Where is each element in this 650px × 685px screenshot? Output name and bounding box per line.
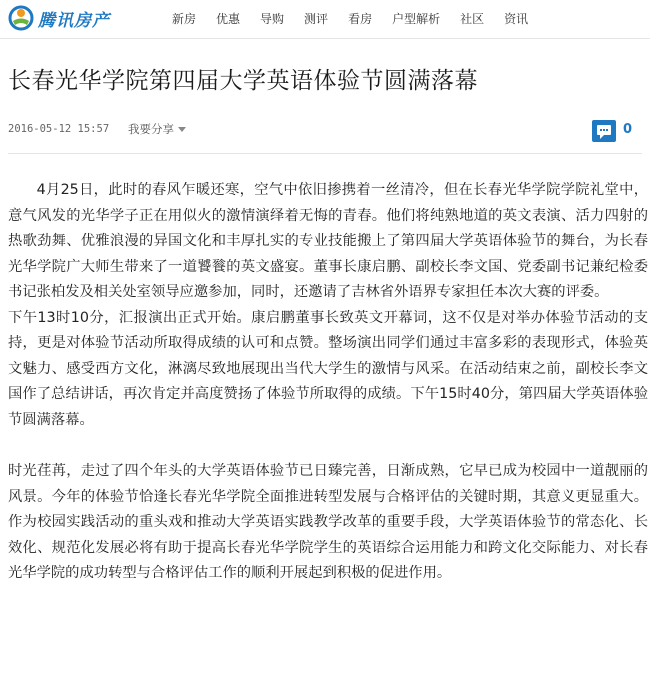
article-title: 长春光华学院第四届大学英语体验节圆满落幕 — [8, 68, 478, 94]
article-paragraph: 时光荏苒，走过了四个年头的大学英语体验节已日臻完善，日渐成熟，它早已成为校园中一道靓丽的风景。今年的体验节恰逢长春光华学院全面推进转型发展与合格评估的关键时期，其意义更显重大。作为校园实践活动的重头戏和推动大学英语实践教学改革的重要手段，大学英语体验节的常态化、长效化、规范化发展必将有助于提高长春光华学院学生的英语综合运用能力和跨文化交际能力、对长春光华学院的成功转型与合格评估工作的顺利开展起到积极的促进作用。 — [8, 463, 648, 581]
share-button[interactable] — [128, 121, 186, 137]
publish-date: 2016-05-12 15:57 — [8, 123, 110, 135]
nav-item-viewing[interactable]: 看房 — [348, 12, 373, 26]
article-meta — [8, 118, 642, 144]
tencent-house-logo-icon — [8, 5, 34, 31]
main-nav — [172, 10, 548, 28]
nav-item-new-homes[interactable]: 新房 — [172, 12, 197, 26]
nav-item-news[interactable]: 资讯 — [504, 12, 529, 26]
site-logo[interactable] — [8, 5, 110, 31]
comment-icon — [592, 120, 616, 142]
nav-item-community[interactable]: 社区 — [460, 12, 485, 26]
share-label: 我要分享 — [128, 122, 174, 136]
top-navigation-bar — [0, 0, 650, 39]
nav-item-deals[interactable]: 优惠 — [216, 12, 241, 26]
comment-count[interactable]: 0 — [623, 122, 633, 137]
logo-text: 腾讯房产 — [38, 10, 110, 31]
meta-divider — [8, 153, 642, 154]
nav-item-floorplans[interactable]: 户型解析 — [392, 12, 441, 26]
article-paragraph: 下午13时10分，汇报演出正式开始。康启鹏董事长致英文开幕词，这不仅是对举办体验节活动的支持，更是对体验节活动所取得成绩的认可和点赞。整场演出同学们通过丰富多彩的表现形式，体验英文魅力、感受西方文化，淋漓尽致地展现出当代大学生的激情与风采。在活动结束之前，副校长李文国作了总结讲话，再次肯定并高度赞扬了体验节所取得的成绩。下午15时40分，第四届大学英语体验节圆满落幕。 — [8, 309, 648, 428]
article-body — [8, 178, 648, 587]
comment-button[interactable] — [592, 120, 616, 142]
caret-down-icon — [178, 127, 186, 132]
nav-item-buying-guide[interactable]: 导购 — [260, 12, 285, 26]
article-paragraph: 4月25日，此时的春风乍暖还寒，空气中依旧掺携着一丝清冷，但在长春光华学院学院礼堂中，意气风发的光华学子正在用似火的激情演绎着无悔的青春。他们将纯熟地道的英文表演、活力四射的热歌劲舞、优雅浪漫的异国文化和丰厚扎实的专业技能搬上了第四届大学英语体验节的舞台，为长春光华学院广大师生带来了一道饕餮的英文盛宴。董事长康启鹏、副校长李文国、党委副书记兼纪检委书记张柏发及相关处室领导应邀参加，同时，还邀请了吉林省外语界专家担任本次大赛的评委。 — [8, 182, 648, 300]
nav-item-reviews[interactable]: 测评 — [304, 12, 329, 26]
